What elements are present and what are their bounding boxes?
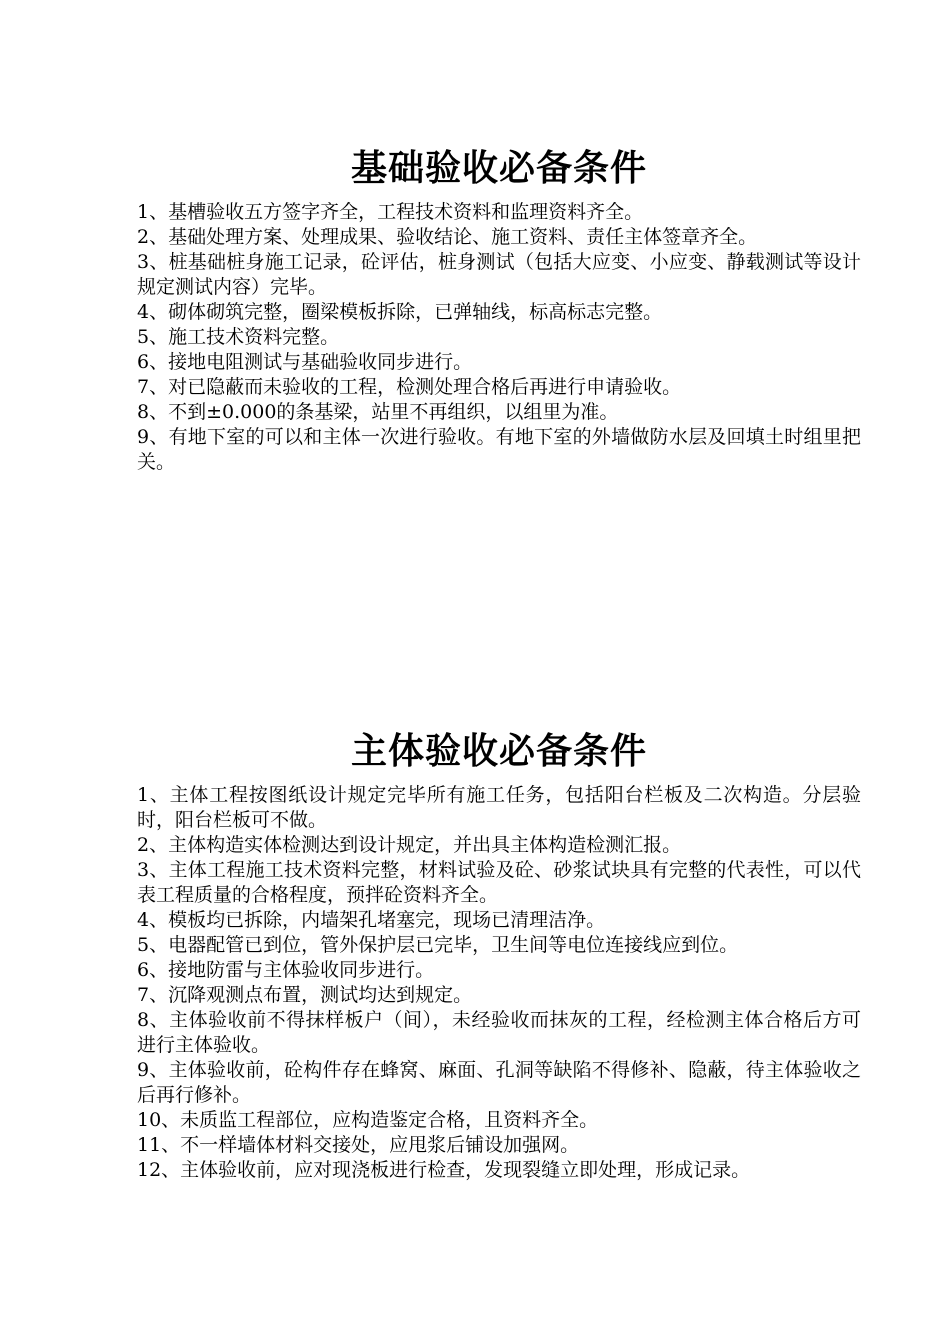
list-item: 8、主体验收前不得抹样板户（间），未经验收而抹灰的工程，经检测主体合格后方可进行主体验收。 xyxy=(137,1009,861,1056)
list-item: 6、接地电阻测试与基础验收同步进行。 xyxy=(137,351,473,373)
list-item: 12、主体验收前，应对现浇板进行检查，发现裂缝立即处理，形成记录。 xyxy=(137,1159,751,1181)
foundation-acceptance-section xyxy=(137,142,861,475)
list-item: 7、对已隐蔽而未验收的工程，检测处理合格后再进行申请验收。 xyxy=(137,376,682,398)
list-item: 7、沉降观测点布置，测试均达到规定。 xyxy=(137,984,473,1006)
list-item: 2、主体构造实体检测达到设计规定，并出具主体构造检测汇报。 xyxy=(137,834,682,856)
list-item: 5、施工技术资料完整。 xyxy=(137,326,340,348)
condition-list xyxy=(137,200,861,475)
list-item: 1、基槽验收五方签字齐全，工程技术资料和监理资料齐全。 xyxy=(137,201,644,223)
list-item: 9、主体验收前，砼构件存在蜂窝、麻面、孔洞等缺陷不得修补、隐蔽，待主体验收之后再行修补。 xyxy=(137,1059,861,1106)
condition-list xyxy=(137,783,861,1183)
section-title: 基础验收必备条件 xyxy=(350,147,647,189)
list-item: 4、模板均已拆除，内墙架孔堵塞完，现场已清理洁净。 xyxy=(137,909,606,931)
list-item: 9、有地下室的可以和主体一次进行验收。有地下室的外墙做防水层及回填土时组里把关。 xyxy=(137,426,861,473)
list-item: 6、接地防雷与主体验收同步进行。 xyxy=(137,959,435,981)
list-item: 4、砌体砌筑完整，圈梁模板拆除，已弹轴线，标高标志完整。 xyxy=(137,301,663,323)
section-title: 主体验收必备条件 xyxy=(350,730,647,772)
main-structure-acceptance-section xyxy=(137,725,861,1183)
list-item: 5、电器配管已到位，管外保护层已完毕，卫生间等电位连接线应到位。 xyxy=(137,934,739,956)
list-item: 3、主体工程施工技术资料完整，材料试验及砼、砂浆试块具有完整的代表性，可以代表工程质量的合格程度，预拌砼资料齐全。 xyxy=(137,859,861,906)
list-item: 8、不到±0.000的条基梁，站里不再组织，以组里为准。 xyxy=(137,401,619,423)
list-item: 1、主体工程按图纸设计规定完毕所有施工任务，包括阳台栏板及二次构造。分层验时，阳台栏板可不做。 xyxy=(137,784,861,831)
list-item: 11、不一样墙体材料交接处，应甩浆后铺设加强网。 xyxy=(137,1134,580,1156)
list-item: 2、基础处理方案、处理成果、验收结论、施工资料、责任主体签章齐全。 xyxy=(137,226,758,248)
list-item: 3、桩基础桩身施工记录，砼评估，桩身测试（包括大应变、小应变、静载测试等设计规定测试内容）完毕。 xyxy=(137,251,861,298)
list-item: 10、未质监工程部位，应构造鉴定合格，且资料齐全。 xyxy=(137,1109,599,1131)
